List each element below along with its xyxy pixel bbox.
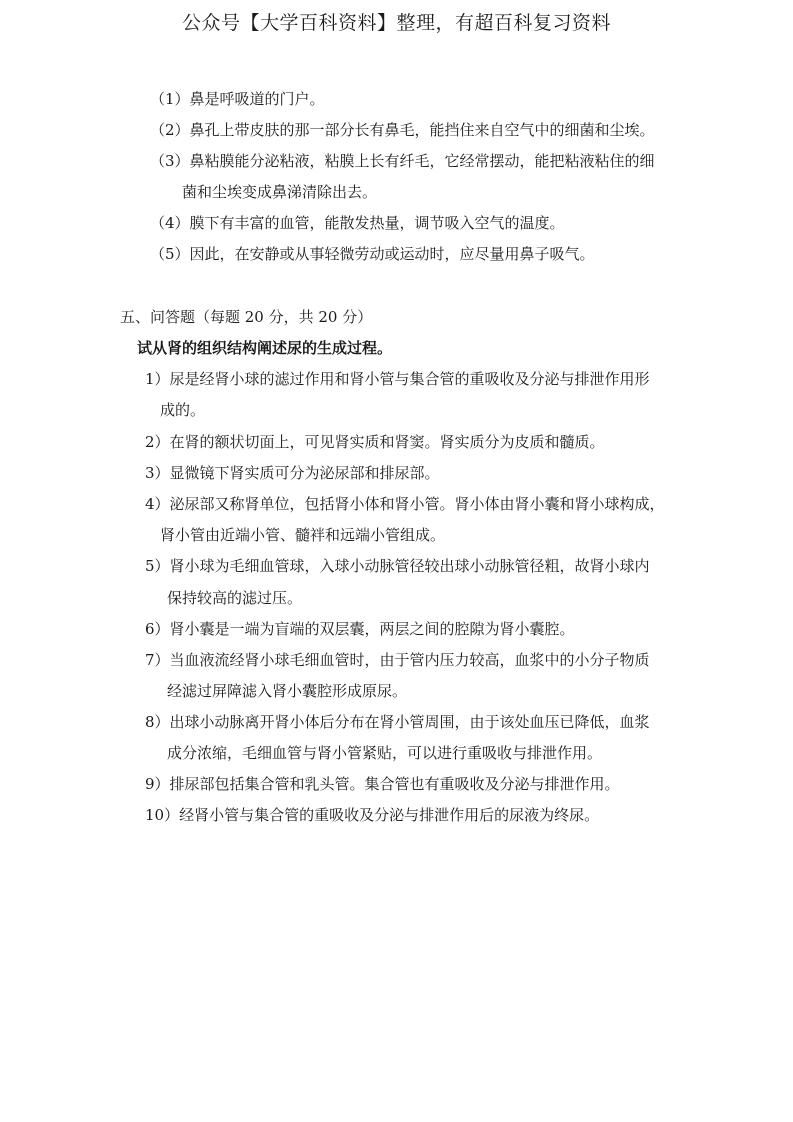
answer-8-cont: 成分浓缩，毛细血管与肾小管紧贴，可以进行重吸收与排泄作用。	[167, 744, 603, 762]
answer-9: 9）排尿部包括集合管和乳头管。集合管也有重吸收及分泌与排泄作用。	[145, 775, 620, 793]
answer-6: 6）肾小囊是一端为盲端的双层囊，两层之间的腔隙为肾小囊腔。	[145, 620, 575, 638]
answer-4: 4）泌尿部又称肾单位，包括肾小体和肾小管。肾小体由肾小囊和肾小球构成，	[145, 495, 665, 513]
answer-7: 7）当血液流经肾小球毛细血管时，由于管内压力较高，血浆中的小分子物质	[145, 651, 650, 669]
answer-1: 1）尿是经肾小球的滤过作用和肾小管与集合管的重吸收及分泌与排泄作用形	[145, 370, 650, 388]
nose-point-4: （4）膜下有丰富的血管，能散发热量，调节吸入空气的温度。	[150, 214, 565, 232]
answer-4-cont: 肾小管由近端小管、髓袢和远端小管组成。	[160, 526, 446, 544]
answer-1-cont: 成的。	[160, 401, 206, 419]
answer-7-cont: 经滤过屏障滤入肾小囊腔形成原尿。	[167, 682, 408, 700]
answer-10: 10）经肾小管与集合管的重吸收及分泌与排泄作用后的尿液为终尿。	[145, 806, 600, 824]
nose-point-1: （1）鼻是呼吸道的门户。	[150, 90, 325, 108]
nose-point-3: （3）鼻粘膜能分泌粘液，粘膜上长有纤毛，它经常摆动，能把粘液粘住的细	[150, 152, 655, 170]
answer-3: 3）显微镜下肾实质可分为泌尿部和排尿部。	[145, 464, 440, 482]
nose-point-2: （2）鼻孔上带皮肤的那一部分长有鼻毛，能挡住来自空气中的细菌和尘埃。	[150, 121, 655, 139]
answer-2: 2）在肾的额状切面上，可见肾实质和肾窦。肾实质分为皮质和髓质。	[145, 433, 605, 451]
section-title: 五、问答题（每题 20 分，共 20 分）	[120, 308, 373, 326]
answer-5: 5）肾小球为毛细血管球，入球小动脉管径较出球小动脉管径粗，故肾小球内	[145, 557, 650, 575]
nose-point-3-cont: 菌和尘埃变成鼻涕清除出去。	[182, 183, 378, 201]
answer-8: 8）出球小动脉离开肾小体后分布在肾小管周围，由于该处血压已降低，血浆	[145, 713, 650, 731]
question-text: 试从肾的组织结构阐述尿的生成过程。	[137, 339, 393, 357]
nose-point-5: （5）因此，在安静或从事轻微劳动或运动时，应尽量用鼻子吸气。	[150, 245, 595, 263]
answer-5-cont: 保持较高的滤过压。	[167, 589, 303, 607]
page-header: 公众号【大学百科资料】整理，有超百科复习资料	[181, 12, 611, 34]
